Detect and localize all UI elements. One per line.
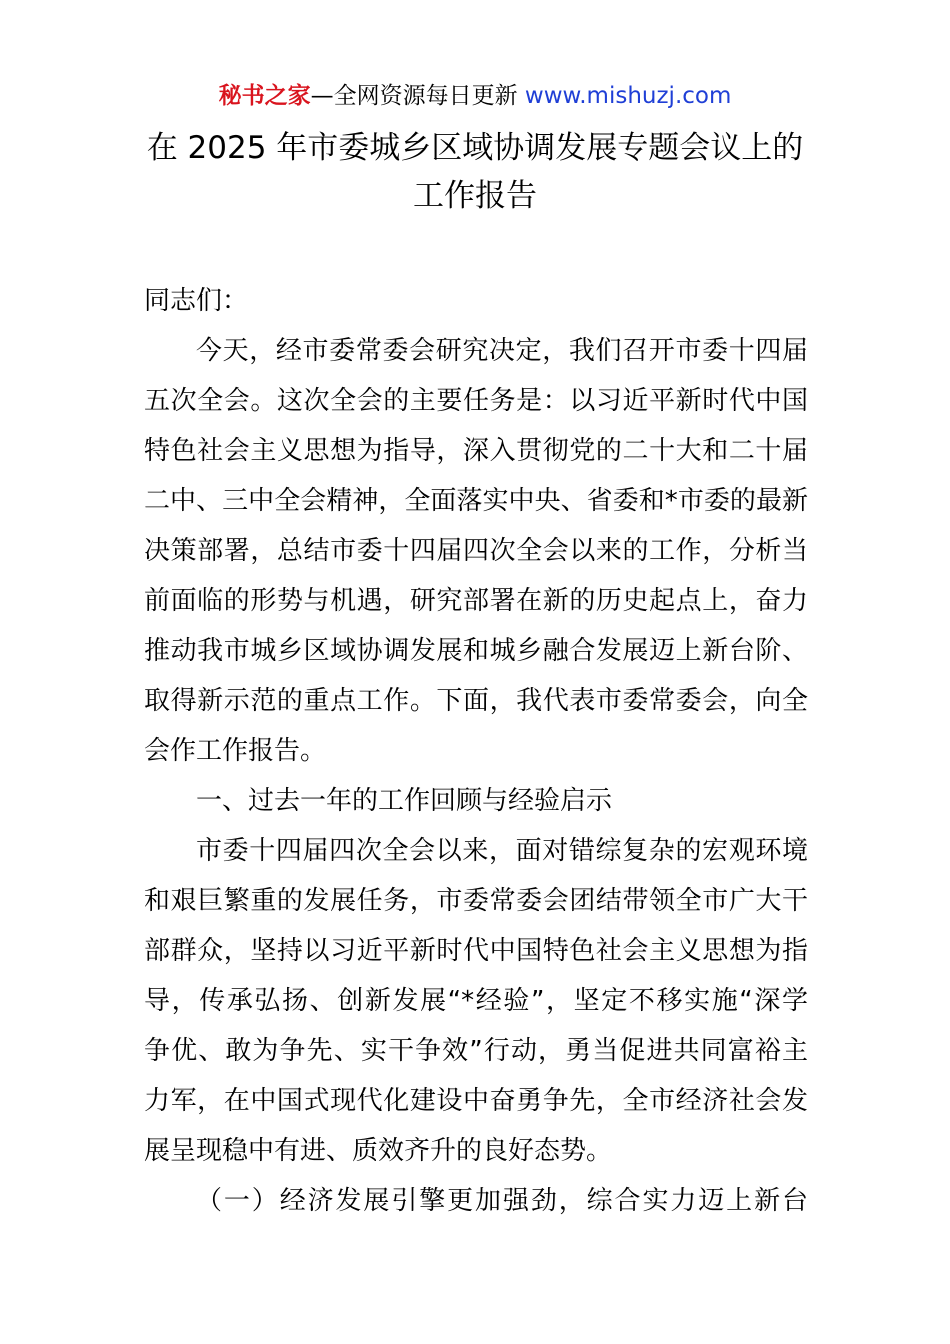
paragraph-2-line-4: 导，传承弘扬、创新发展“*经验”，坚定不移实施“深学 [144,986,808,1016]
paragraph-2-line-5: 争优、敢为争先、实干争效”行动，勇当促进共同富裕主 [144,1036,808,1066]
site-header [0,80,950,112]
paragraph-1-line-5: 决策部署，总结市委十四届四次全会以来的工作，分析当 [144,536,808,566]
brand-name: 秘书之家 [218,83,311,109]
paragraph-2-line-7: 展呈现稳中有进、质效齐升的良好态势。 [144,1136,613,1166]
section-heading-1: 一、过去一年的工作回顾与经验启示 [196,786,613,816]
document-title-line-2: 工作报告 [413,178,537,214]
salutation: 同志们： [144,286,249,316]
paragraph-1-line-7: 推动我市城乡区域协调发展和城乡融合发展迈上新台阶、 [144,636,808,666]
paragraph-1-line-2: 五次全会。这次全会的主要任务是：以习近平新时代中国 [144,386,808,416]
paragraph-1-line-9: 会作工作报告。 [144,736,327,766]
subsection-heading-1: （一）经济发展引擎更加强劲，综合实力迈上新台 [196,1186,808,1216]
paragraph-2-line-1: 市委十四届四次全会以来，面对错综复杂的宏观环境 [196,836,808,866]
header-slogan: —全网资源每日更新 [310,83,525,109]
document-title-line-1: 在 2025 年市委城乡区域协调发展专题会议上的 [146,130,804,166]
paragraph-1-line-1: 今天，经市委常委会研究决定，我们召开市委十四届 [196,336,808,366]
paragraph-1-line-4: 二中、三中全会精神，全面落实中央、省委和*市委的最新 [144,486,808,516]
paragraph-2-line-6: 力军，在中国式现代化建设中奋勇争先，全市经济社会发 [144,1086,808,1116]
paragraph-2-line-2: 和艰巨繁重的发展任务，市委常委会团结带领全市广大干 [144,886,808,916]
document-body [144,276,808,1226]
site-url-link[interactable]: www.mishuzj.com [524,83,732,109]
paragraph-1-line-6: 前面临的形势与机遇，研究部署在新的历史起点上，奋力 [144,586,808,616]
paragraph-2-line-3: 部群众，坚持以习近平新时代中国特色社会主义思想为指 [144,936,808,966]
paragraph-1-line-8: 取得新示范的重点工作。下面，我代表市委常委会，向全 [144,686,808,716]
paragraph-1-line-3: 特色社会主义思想为指导，深入贯彻党的二十大和二十届 [144,436,808,466]
